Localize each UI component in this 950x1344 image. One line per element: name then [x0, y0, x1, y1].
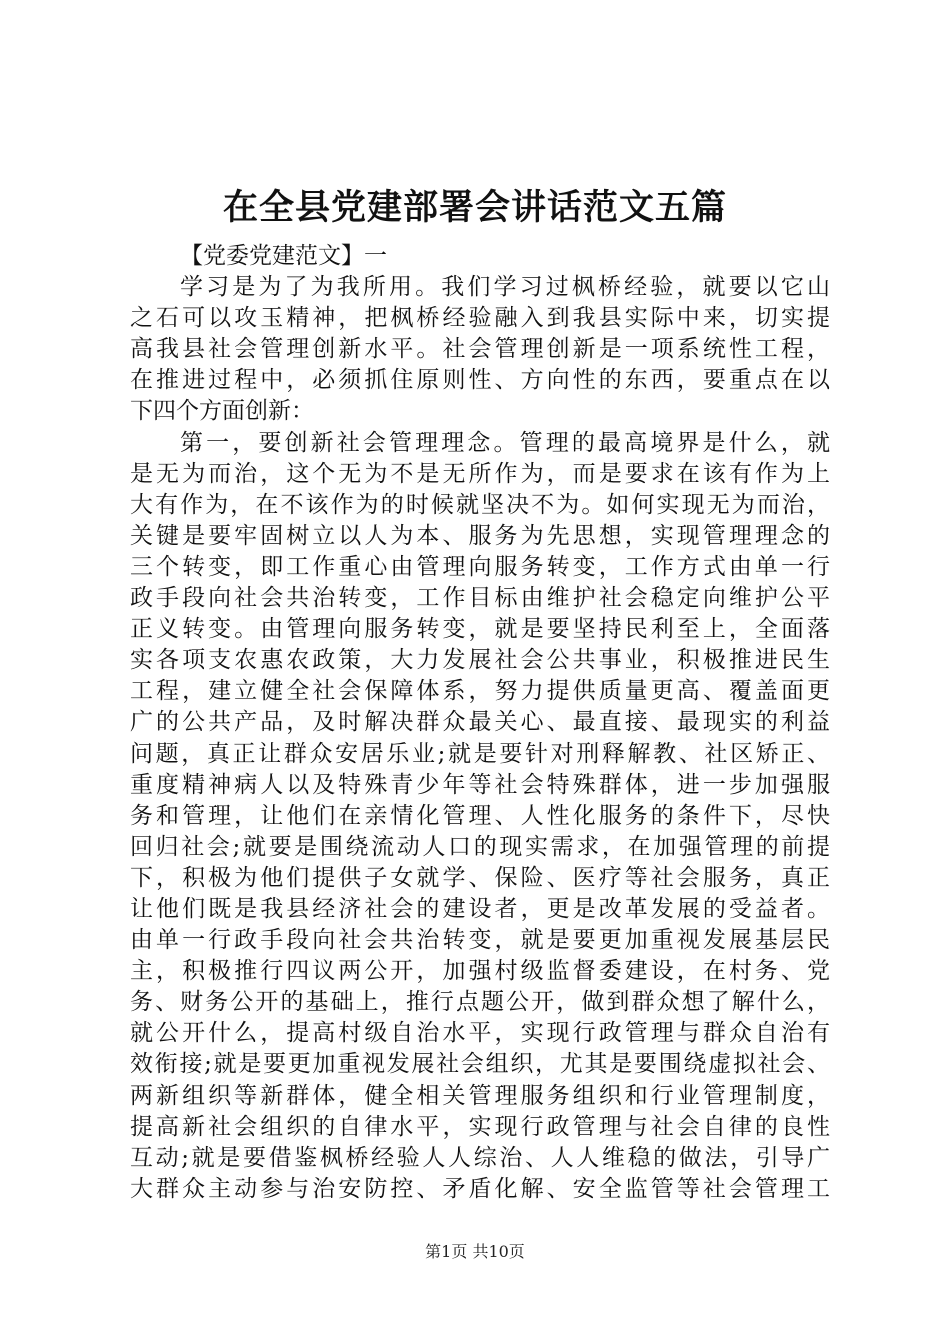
text-line: 广的公共产品，及时解决群众最关心、最直接、最现实的利益: [130, 709, 830, 736]
text-line: 效衔接;就是要更加重视发展社会组织，尤其是要围绕虚拟社会、: [130, 1051, 830, 1078]
text-line: 是无为而治，这个无为不是无所作为，而是要求在该有作为上: [130, 460, 830, 487]
text-line: 就公开什么，提高村级自治水平，实现行政管理与群众自治有: [130, 1020, 830, 1047]
text-line: 两新组织等新群体，健全相关管理服务组织和行业管理制度，: [130, 1082, 830, 1109]
document-body: [130, 241, 830, 1205]
text-line: 由单一行政手段向社会共治转变，就是要更加重视发展基层民: [130, 927, 830, 954]
text-line: 实各项支农惠农政策，大力发展社会公共事业，积极推进民生: [130, 647, 830, 674]
document-title: 在全县党建部署会讲话范文五篇: [222, 187, 727, 228]
text-line: 务、财务公开的基础上，推行点题公开，做到群众想了解什么，: [130, 989, 830, 1016]
text-line: 第一，要创新社会管理理念。管理的最高境界是什么，就: [180, 429, 830, 456]
text-line: 互动;就是要借鉴枫桥经验人人综治、人人维稳的做法，引导广: [130, 1144, 830, 1171]
text-line: 关键是要牢固树立以人为本、服务为先思想，实现管理理念的: [130, 522, 830, 549]
text-line: 让他们既是我县经济社会的建设者，更是改革发展的受益者。: [130, 895, 830, 922]
text-line: 提高新社会组织的自律水平，实现行政管理与社会自律的良性: [130, 1113, 830, 1140]
text-line: 务和管理，让他们在亲情化管理、人性化服务的条件下，尽快: [130, 802, 830, 829]
text-line: 大有作为，在不该作为的时候就坚决不为。如何实现无为而治，: [130, 491, 830, 518]
text-line: 工程，建立健全社会保障体系，努力提供质量更高、覆盖面更: [130, 678, 830, 705]
text-line: 之石可以攻玉精神，把枫桥经验融入到我县实际中来，切实提: [130, 305, 830, 332]
text-line: 重度精神病人以及特殊青少年等社会特殊群体，进一步加强服: [130, 771, 830, 798]
text-line: 下四个方面创新：: [130, 398, 314, 425]
text-line: 问题，真正让群众安居乐业;就是要针对刑释解教、社区矫正、: [130, 740, 830, 767]
text-line: 正义转变。由管理向服务转变，就是要坚持民利至上，全面落: [130, 616, 830, 643]
text-line: 政手段向社会共治转变，工作目标由维护社会稳定向维护公平: [130, 585, 830, 612]
text-line: 在推进过程中，必须抓住原则性、方向性的东西，要重点在以: [130, 367, 830, 394]
text-line: 高我县社会管理创新水平。社会管理创新是一项系统性工程，: [130, 336, 830, 363]
text-line: 学习是为了为我所用。我们学习过枫桥经验，就要以它山: [180, 274, 830, 301]
text-line: 下，积极为他们提供子女就学、保险、医疗等社会服务，真正: [130, 864, 830, 891]
section-heading: 【党委党建范文】一: [180, 243, 387, 269]
text-line: 回归社会;就要是围绕流动人口的现实需求，在加强管理的前提: [130, 833, 830, 860]
text-line: 主，积极推行四议两公开，加强村级监督委建设，在村务、党: [130, 958, 830, 985]
text-line: 大群众主动参与治安防控、矛盾化解、安全监管等社会管理工: [130, 1175, 830, 1202]
text-line: 三个转变，即工作重心由管理向服务转变，工作方式由单一行: [130, 553, 830, 580]
page-footer: 第1页 共10页: [425, 1242, 525, 1261]
